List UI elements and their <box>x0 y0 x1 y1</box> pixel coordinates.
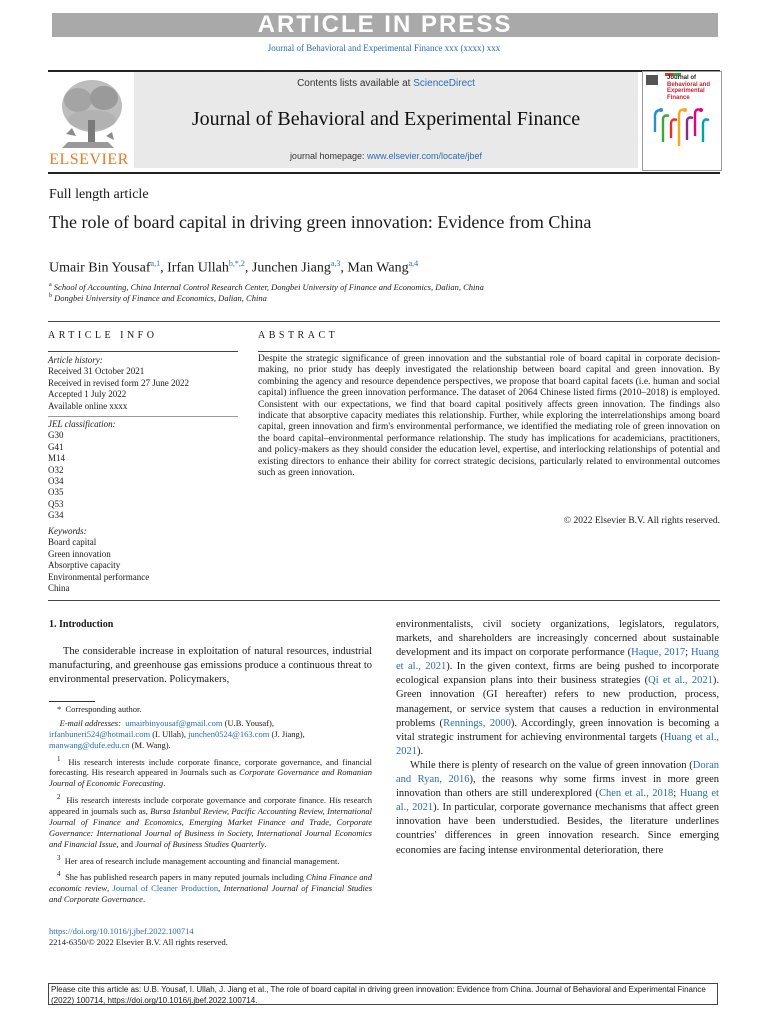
affiliation <box>49 282 729 292</box>
homepage-line <box>134 151 638 161</box>
author-name: Junchen Jiang <box>251 260 331 276</box>
footnote-italic: Journal of Business Studies Quarterly <box>135 838 265 849</box>
homepage-link[interactable]: www.elsevier.com/locate/jbef <box>367 151 483 161</box>
email-link[interactable]: umairbinyousaf@gmail.com <box>125 717 223 728</box>
citation-box: Please cite this article as: U.B. Yousaf, I. Ullah, J. Jiang et al., The role of board capital in driving green innovation: Evidence from China. Journal of Behavioral and Experimental Finance (2022) 100714, https://doi.org/10.1016/j.jbef.2022.100714. <box>48 983 718 1005</box>
history-item: Accepted 1 July 2022 <box>48 389 127 400</box>
footnotes <box>49 704 372 908</box>
article-info-heading: ARTICLE INFO <box>48 330 158 341</box>
footnote-italic: International Journal of Financial Studies and Corporate Governance <box>49 883 373 904</box>
keyword: Environmental performance <box>48 571 150 582</box>
footnote-tail: , <box>218 883 224 893</box>
asterisk-mark: * <box>57 704 62 714</box>
footnote-text: His research interests include corporate finance, corporate governance, and financial forecasting. His research appeared in Journals such as <box>49 756 373 778</box>
history-heading: Article history: <box>48 355 103 365</box>
affiliation-text: Dongbei University of Finance and Economics, Dalian, China <box>54 293 267 303</box>
jel-code: Q53 <box>48 498 64 509</box>
jel-heading: JEL classification: <box>48 419 116 429</box>
keyword: Absorptive capacity <box>48 560 121 571</box>
citation-link[interactable]: Huang et al., 2021 <box>396 647 720 673</box>
keywords-heading: Keywords: <box>48 526 87 536</box>
info-separator <box>48 416 238 417</box>
citation-link[interactable]: Chen et al., 2018 <box>598 788 674 800</box>
footnote-tail: and <box>118 838 136 849</box>
text-run: ), the reasons why some firms invest in more green innovation than others are still underexplored ( <box>396 774 719 800</box>
footnote-mark: 2 <box>57 793 61 802</box>
footnote-italic: Bursa Istanbul Review, Pacific Accounting Review, International Journal of Finance and Economics, Emerging Market Finance and Trade, Corporate Governance: International Journal of Business in Society, International Journal Economics and Financial Issue, <box>49 805 372 849</box>
text-run: ; <box>685 647 692 659</box>
jel-code: G41 <box>48 441 64 452</box>
author-name: Man Wang <box>347 260 409 276</box>
article-title: The role of board capital in driving green innovation: Evidence from China <box>49 212 592 232</box>
footnote-italic: Corporate Governance and Romanian Journal of Economic Forecasting <box>49 767 373 789</box>
citation-link[interactable]: Huang et al., 2021 <box>396 731 719 757</box>
citation-link[interactable]: Huang et al., 2021 <box>396 788 719 814</box>
email-owner: (I. Ullah), <box>150 728 189 739</box>
author-affil-mark[interactable]: b,*,2 <box>228 259 245 268</box>
text-run: environmentalists, civil society organizations, legislators, regulators, markets, and shareholders are increasingly concerned about sustainable development and its impact on corporate performance ( <box>396 619 719 659</box>
footnote <box>49 754 372 790</box>
email-label: E-mail addresses: <box>59 717 121 728</box>
journal-banner <box>134 72 638 168</box>
body-paragraph <box>396 759 719 858</box>
cover-title <box>667 75 721 101</box>
footnote-tail: . <box>163 778 166 789</box>
journal-cover-image <box>642 71 722 171</box>
affiliation-mark: a <box>49 282 52 289</box>
abstract-bottom-rule <box>48 600 720 601</box>
jel-code: G30 <box>48 430 64 441</box>
author-separator: , <box>160 260 168 276</box>
journal-reference-link[interactable]: Journal of Behavioral and Experimental Finance xxx (xxxx) xxx <box>267 43 501 53</box>
affiliation <box>49 293 729 303</box>
footnote-text: She has published research papers in many reputed journals including <box>65 872 307 883</box>
contents-line <box>134 78 638 89</box>
affiliation-text: School of Accounting, China Internal Control Research Center, Dongbei University of Finance and Economics, Dalian, China <box>53 282 484 292</box>
right-column-text <box>396 618 719 858</box>
abstract-text: Despite the strategic significance of green innovation and the substantial role of board capital in corporate decision-making, no prior study has deeply investigated the relationship between board capital and green innovation. By combining the agency and resource dependence perspectives, we propose that board capital facets (i.e. human and social capital) influence the green innovation performance. The dataset of 2064 Chinese listed firms (2010–2018) is employed. Consistent with our expectations, we find that board capital positively affects green innovation. The findings also indicate that absorptive capacity mediates this relationship. Further, while exploring the interrelationships among board capital, green innovation and firm's environmental performance, we identified the mediating role of green innovation on the board capital–environmental performance relationship. The study has implications for academicians, practitioners, and policy-makers as they should consider the education level, expertise, and interlocking relationships of potential and existing directors to enhance their ability for correct strategic decisions, particularly related to environmental outcomes such as green innovation. <box>258 354 720 479</box>
footnote <box>49 869 372 905</box>
email-link[interactable]: irfanbuneri524@hotmail.com <box>49 728 151 739</box>
intro-paragraph: The considerable increase in exploitation of natural resources, industrial manufacturing, and greenhouse gas emissions produce a continuous threat to environmental preservation. Policymakers, <box>49 646 372 686</box>
text-run: ). Accordingly, green innovation is becoming a vital strategic instrument for achieving environmental targets ( <box>396 717 719 743</box>
elsevier-wordmark: ELSEVIER <box>49 151 129 168</box>
history-item: Received 31 October 2021 <box>48 366 145 377</box>
article-type: Full length article <box>49 187 149 202</box>
footnote-rule <box>49 701 95 702</box>
author-name: Irfan Ullah <box>167 260 229 276</box>
cover-title-line1: Journal of <box>667 75 697 81</box>
email-owner: (U.B. Yousaf), <box>222 717 274 728</box>
author-list <box>49 259 418 277</box>
footnote-tail: , <box>107 883 113 893</box>
keyword: China <box>48 583 70 594</box>
email-link[interactable]: junchen0524@163.com <box>188 728 270 739</box>
footnote-tail: . <box>264 838 267 849</box>
jel-code: O32 <box>48 464 64 475</box>
text-run: ; <box>673 788 680 800</box>
footnote-text: Her area of research include management accounting and financial management. <box>64 855 340 866</box>
corresponding-note <box>49 704 372 715</box>
contents-prefix: Contents lists available at <box>297 78 414 89</box>
abstract-heading: ABSTRACT <box>258 330 339 341</box>
jel-code: M14 <box>48 453 66 464</box>
cover-title-line2: Behavioral and <box>667 81 711 88</box>
text-run: ). In the given context, firms are being pushed to incorporate ecological expansion plans into their business strategies ( <box>396 661 720 687</box>
footnote-tail: . <box>142 893 146 904</box>
homepage-prefix: journal homepage: <box>289 151 367 161</box>
text-run: While there is plenty of research on the value of green innovation ( <box>410 759 693 771</box>
journal-title: Journal of Behavioral and Experimental Finance <box>191 108 581 130</box>
text-run: ). <box>417 745 424 757</box>
affiliation-mark: b <box>49 293 52 300</box>
author-affil-mark[interactable]: a,1 <box>150 259 161 268</box>
author-separator: , <box>340 260 348 276</box>
abstract-rule <box>258 351 720 352</box>
email-owner: (M. Wang). <box>129 739 171 750</box>
section-heading-introduction: 1. Introduction <box>49 619 114 630</box>
front-matter-rule <box>48 321 720 322</box>
article-info-rule <box>48 351 238 352</box>
doi-link[interactable]: https://doi.org/10.1016/j.jbef.2022.100714 <box>49 926 194 936</box>
doi-block <box>49 926 228 948</box>
keyword: Green innovation <box>48 548 111 559</box>
footnote-text: His research interests include corporate governance and corporate finance. His research appeared in journals such as, <box>49 795 372 816</box>
author-separator: , <box>244 260 252 276</box>
email-link[interactable]: manwang@dufe.edu.cn <box>49 739 130 750</box>
footnote <box>49 792 372 849</box>
header-bottom-rule <box>48 172 720 174</box>
citation-link[interactable]: Rennings, 2000 <box>443 717 511 729</box>
jel-code: G34 <box>48 510 64 521</box>
footnote <box>49 853 372 867</box>
article-in-press-banner: ARTICLE IN PRESS <box>52 13 718 37</box>
cover-title-line3: Experimental Finance <box>667 88 705 101</box>
author-affil-mark[interactable]: a,3 <box>330 259 341 268</box>
footnote-mark: 3 <box>57 853 61 862</box>
text-run: ). In particular, corporate governance mechanisms that affect green innovation have been understudied. Besides, the literature underlines countries' differences in green innovation research. Since emerging economies are facing intense environmental deterioration, there <box>396 802 720 856</box>
article-history <box>48 355 238 412</box>
citation-link[interactable]: Haque, 2017 <box>631 647 686 659</box>
history-item: Received in revised form 27 June 2022 <box>48 377 189 388</box>
abstract-copyright: © 2022 Elsevier B.V. All rights reserved. <box>563 516 720 526</box>
author-affil-mark[interactable]: a,4 <box>408 259 419 268</box>
jel-code: O34 <box>48 476 64 487</box>
email-note <box>49 718 372 751</box>
history-item: Available online xxxx <box>48 400 128 411</box>
keyword: Board capital <box>48 537 97 548</box>
author-name: Umair Bin Yousaf <box>49 260 151 276</box>
footnote-italic: China Finance and economic review <box>49 872 372 893</box>
keywords <box>48 526 238 594</box>
sciencedirect-link[interactable]: ScienceDirect <box>413 78 475 89</box>
corresponding-text: Corresponding author. <box>65 704 142 714</box>
body-paragraph <box>396 618 719 759</box>
jel-code: O35 <box>48 487 64 498</box>
footnote-mark: 4 <box>57 870 61 879</box>
citation-link[interactable]: Doran and Ryan, 2016 <box>396 759 719 786</box>
jel-classification <box>48 419 238 522</box>
text-run: ). Green innovation (GI hereafter) refers to new production, process, management, or service system that causes a reduction in environmental problems ( <box>396 675 720 729</box>
footnote-mark: 1 <box>57 754 61 763</box>
journal-link[interactable]: Journal of Cleaner Production <box>112 883 219 893</box>
citation-link[interactable]: Qi et al., 2021 <box>648 675 713 687</box>
email-owner: (J. Jiang), <box>269 728 305 739</box>
issn-line: 2214-6350/© 2022 Elsevier B.V. All rights reserved. <box>49 937 228 947</box>
